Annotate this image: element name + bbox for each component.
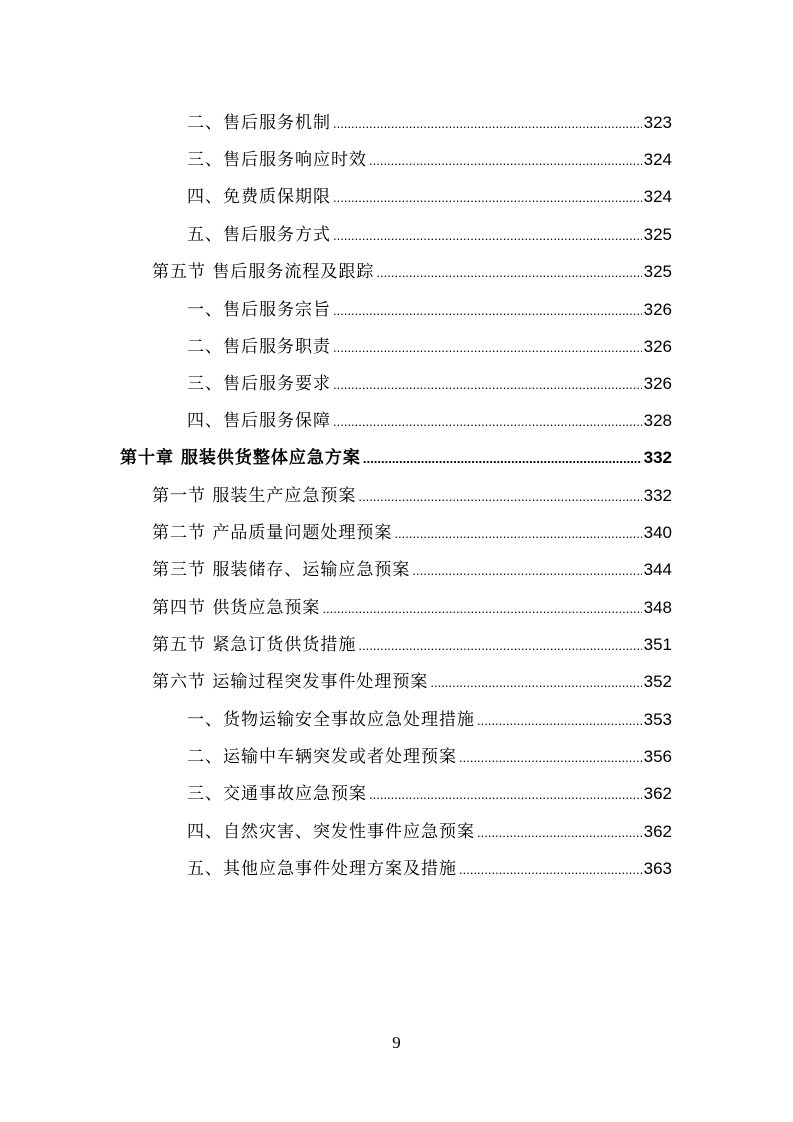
toc-entry-label: 第二节 产品质量问题处理预案 — [152, 523, 393, 543]
toc-entry-page: 325 — [643, 225, 672, 244]
toc-entry-label: 五、其他应急事件处理方案及措施 — [187, 859, 457, 879]
toc-entry[interactable] — [187, 406, 672, 432]
toc-entry-label: 二、运输中车辆突发或者处理预案 — [187, 747, 457, 767]
toc-leader-dots — [333, 190, 642, 205]
toc-leader-dots — [322, 601, 641, 616]
toc-entry-page: 326 — [643, 337, 672, 356]
page-number: 9 — [392, 1033, 401, 1052]
toc-leader-dots — [333, 340, 642, 355]
toc-entry[interactable] — [187, 182, 672, 208]
toc-entry[interactable] — [152, 630, 672, 656]
toc-entry-page: 352 — [643, 672, 672, 691]
toc-entry[interactable] — [152, 481, 672, 507]
toc-entry-label: 第四节 供货应急预案 — [152, 598, 321, 618]
toc-entry-label: 一、货物运输安全事故应急处理措施 — [187, 710, 475, 730]
toc-entry-label: 第五节 售后服务流程及跟踪 — [152, 262, 375, 282]
toc-entry[interactable] — [187, 145, 672, 171]
toc-entry[interactable] — [187, 705, 672, 731]
toc-entry-page: 328 — [643, 411, 672, 430]
toc-entry[interactable] — [152, 518, 672, 544]
toc-entry-label: 第五节 紧急订货供货措施 — [152, 635, 357, 655]
toc-entry-page: 348 — [643, 598, 672, 617]
toc-entry[interactable] — [187, 332, 672, 358]
toc-entry[interactable] — [152, 257, 672, 283]
toc-leader-dots — [412, 563, 641, 578]
toc-leader-dots — [477, 825, 642, 840]
toc-entry-label: 二、售后服务职责 — [187, 337, 331, 357]
toc-entry-label: 第十章 服装供货整体应急方案 — [120, 448, 361, 468]
toc-leader-dots — [358, 638, 641, 653]
toc-entry-label: 三、售后服务响应时效 — [187, 150, 367, 170]
toc-entry-page: 353 — [643, 710, 672, 729]
toc-entry-label: 二、售后服务机制 — [187, 113, 331, 133]
toc-entry-page: 363 — [643, 859, 672, 878]
toc-entry[interactable] — [187, 220, 672, 246]
toc-leader-dots — [394, 526, 641, 541]
toc-leader-dots — [430, 675, 641, 690]
toc-entry-page: 325 — [643, 262, 672, 281]
toc-leader-dots — [333, 228, 642, 243]
toc-entry-page: 362 — [643, 784, 672, 803]
toc-entry-label: 五、售后服务方式 — [187, 225, 331, 245]
toc-leader-dots — [376, 265, 641, 280]
toc-entry-page: 332 — [643, 448, 672, 467]
toc-entry[interactable] — [187, 817, 672, 843]
toc-entry[interactable] — [187, 369, 672, 395]
toc-leader-dots — [477, 713, 642, 728]
toc-entry[interactable] — [187, 854, 672, 880]
toc-leader-dots — [363, 451, 642, 466]
toc-entry-page: 356 — [643, 747, 672, 766]
toc-entry[interactable] — [187, 779, 672, 805]
toc-entry[interactable] — [152, 667, 672, 693]
toc-entry-label: 第六节 运输过程突发事件处理预案 — [152, 672, 429, 692]
toc-leader-dots — [369, 787, 642, 802]
toc-leader-dots — [333, 414, 642, 429]
toc-entry-page: 344 — [643, 560, 672, 579]
toc-entry-page: 351 — [643, 635, 672, 654]
toc-entry-page: 323 — [643, 113, 672, 132]
toc-leader-dots — [333, 303, 642, 318]
toc-entry-label: 三、售后服务要求 — [187, 374, 331, 394]
toc-leader-dots — [369, 153, 642, 168]
toc-entry-page: 332 — [643, 486, 672, 505]
toc-entry-page: 362 — [643, 822, 672, 841]
toc-leader-dots — [333, 377, 642, 392]
toc-entry-label: 四、自然灾害、突发性事件应急预案 — [187, 822, 475, 842]
toc-entry[interactable] — [152, 593, 672, 619]
toc-leader-dots — [333, 116, 642, 131]
toc-entry-page: 326 — [643, 300, 672, 319]
toc-leader-dots — [459, 750, 642, 765]
toc-entry[interactable] — [187, 108, 672, 134]
toc-entry-label: 四、免费质保期限 — [187, 187, 331, 207]
toc-entry-page: 324 — [643, 187, 672, 206]
toc-entry-label: 一、售后服务宗旨 — [187, 300, 331, 320]
toc-entry[interactable] — [187, 295, 672, 321]
toc-entry-label: 第三节 服装储存、运输应急预案 — [152, 560, 411, 580]
toc-entry[interactable] — [152, 555, 672, 581]
toc-entry-label: 第一节 服装生产应急预案 — [152, 486, 357, 506]
toc-entry-page: 324 — [643, 150, 672, 169]
toc-entry[interactable] — [187, 742, 672, 768]
toc-leader-dots — [358, 489, 641, 504]
toc-entry-page: 340 — [643, 523, 672, 542]
toc-chapter-entry[interactable] — [120, 443, 672, 469]
toc-leader-dots — [459, 862, 642, 877]
toc-entry-label: 三、交通事故应急预案 — [187, 784, 367, 804]
toc-entry-label: 四、售后服务保障 — [187, 411, 331, 431]
toc-entry-page: 326 — [643, 374, 672, 393]
